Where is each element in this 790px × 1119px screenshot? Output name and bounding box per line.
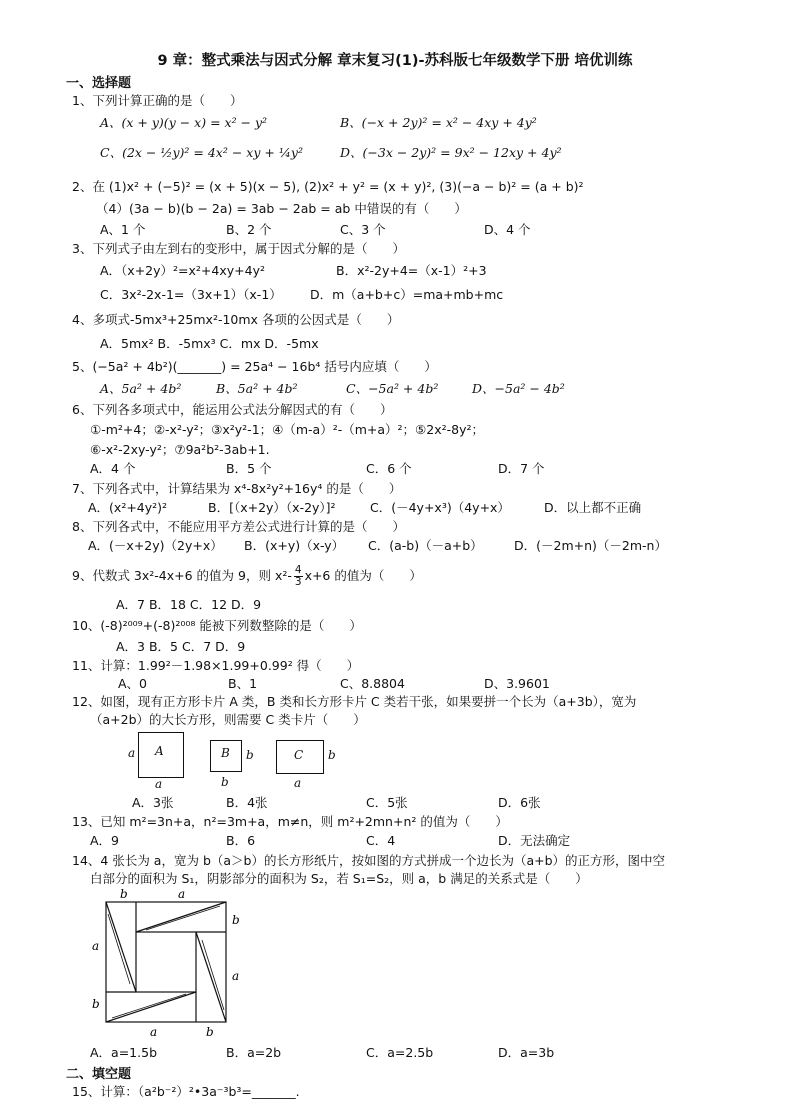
q11-option-a: A、0 <box>118 676 148 691</box>
q2-option-d: D、4 个 <box>484 222 531 237</box>
q14-right-label-b: b <box>232 913 240 927</box>
q1-option-d: D、(−3x − 2y)² = 9x² − 12xy + 4y² <box>340 145 562 160</box>
q8-option-b: B．(x+y)（x-y） <box>244 538 345 553</box>
q12-option-a: A．3张 <box>132 795 174 810</box>
q8-option-c: C．(a-b)（－a+b） <box>368 538 483 553</box>
q7-stem: 7、下列各式中，计算结果为 x⁴-8x²y²+16y⁴ 的是（ ） <box>72 481 402 496</box>
diagonal-left <box>106 902 136 992</box>
q14-option-c: C．a=2.5b <box>366 1045 434 1060</box>
q8-option-d: D．(－2m+n)（－2m-n） <box>514 538 667 553</box>
q14-option-b: B．a=2b <box>226 1045 282 1060</box>
q6-option-a: A．4 个 <box>90 461 136 476</box>
q13-option-a: A．9 <box>90 833 120 848</box>
hatch-left-1 <box>108 914 130 984</box>
q6-option-b: B．5 个 <box>226 461 272 476</box>
q11-option-c: C、8.8804 <box>340 676 405 691</box>
q1-option-b: B、(−x + 2y)² = x² − 4xy + 4y² <box>340 115 537 130</box>
q7-option-c: C．(－4y+x³)（4y+x） <box>370 500 510 515</box>
q14-top-label-a: a <box>178 887 186 901</box>
q5-option-d: D、−5a² − 4b² <box>472 381 565 396</box>
q5-stem: 5、(−5a² + 4b²)(_______) = 25a⁴ − 16b⁴ 括号内应填（ ） <box>72 359 437 374</box>
q6-option-c: C．6 个 <box>366 461 412 476</box>
q14-bottom-label-b: b <box>206 1025 214 1039</box>
outer-square <box>106 902 226 1022</box>
q7-option-b: B．[（x+2y）（x-2y）]² <box>208 500 336 515</box>
q14-left-label-b: b <box>92 997 100 1011</box>
q9-stem-part-1: 9、代数式 3x²-4x+6 的值为 9，则 x²- <box>72 568 292 583</box>
card-c-label: C <box>294 748 304 762</box>
q6-option-d: D．7 个 <box>498 461 545 476</box>
q14-stem: 14、4 张长为 a，宽为 b（a＞b）的长方形纸片，按如图的方式拼成一个边长为（a+b）的正方形，图中空 <box>72 853 666 868</box>
q12-stem-2: （a+2b）的大长方形，则需要 C 类卡片（ ） <box>90 712 366 727</box>
page-title: 9 章：整式乘法与因式分解 章末复习(1)-苏科版七年级数学下册 培优训练 <box>157 53 633 69</box>
q9-stem <box>72 565 422 588</box>
q10-options: A．3 B．5 C．7 D．9 <box>116 639 246 654</box>
q2-stem-2: （4）(3a − b)(b − 2a) = 3ab − 2ab = ab 中错误的有（ ） <box>96 201 467 216</box>
card-a-bottom-label: a <box>155 777 163 791</box>
q14-right-label-a: a <box>232 969 240 983</box>
q2-option-c: C、3 个 <box>340 222 386 237</box>
q12-option-c: C．5张 <box>366 795 408 810</box>
diagonal-right <box>196 932 226 1022</box>
q14-left-label-a: a <box>92 939 100 953</box>
q4-options: A．5mx² B．-5mx³ C．mx D．-5mx <box>100 336 319 351</box>
q2-stem: 2、在 (1)x² + (−5)² = (x + 5)(x − 5), (2)x² + y² = (x + y)², (3)(−a − b)² = (a + b)² <box>72 179 584 194</box>
q5-option-a: A、5a² + 4b² <box>100 381 182 396</box>
section-fill: 二、填空题 <box>66 1067 132 1082</box>
hatch-right-1 <box>202 940 224 1010</box>
q9-stem-part-2: x+6 的值为（ ） <box>304 568 422 583</box>
q3-option-a: A．（x+2y）²=x²+4xy+4y² <box>100 263 265 278</box>
q11-option-d: D、3.9601 <box>484 676 550 691</box>
q13-option-b: B．6 <box>226 833 256 848</box>
q5-option-c: C、−5a² + 4b² <box>346 381 439 396</box>
q5-option-b: B、5a² + 4b² <box>216 381 298 396</box>
q11-option-b: B、1 <box>228 676 258 691</box>
q12-option-b: B．4张 <box>226 795 268 810</box>
q6-list-line-1: ①-m²+4；②-x²-y²；③x²y²-1；④（m-a）²-（m+a）²；⑤2x²-8y²； <box>90 422 484 437</box>
card-b-label: B <box>221 746 230 760</box>
q3-option-c: C．3x²-2x-1=（3x+1）（x-1） <box>100 287 282 302</box>
q1-stem: 1、下列计算正确的是（ ） <box>72 93 243 108</box>
q2-option-b: B、2 个 <box>226 222 272 237</box>
diagonal-top <box>136 902 226 932</box>
q1-option-a: A、(x + y)(y − x) = x² − y² <box>100 115 268 130</box>
hatch-top-1 <box>146 906 220 930</box>
card-a-side-label: a <box>128 746 136 760</box>
q8-stem: 8、下列各式中，不能应用平方差公式进行计算的是（ ） <box>72 519 405 534</box>
q9-fraction <box>294 565 303 588</box>
q14-option-a: A．a=1.5b <box>90 1045 157 1060</box>
q14-square-figure <box>86 884 256 1040</box>
q12-stem: 12、如图，现有正方形卡片 A 类，B 类和长方形卡片 C 类若干张，如果要拼一个长为（a+3b），宽为 <box>72 694 637 709</box>
inner-square <box>136 932 196 992</box>
q14-bottom-label-a: a <box>150 1025 158 1039</box>
q8-option-a: A．(－x+2y)（2y+x） <box>88 538 223 553</box>
q7-option-d: D．以上都不正确 <box>544 500 642 515</box>
q14-stem-2: 白部分的面积为 S₁，阴影部分的面积为 S₂，若 S₁=S₂，则 a，b 满足的关系式是（ ） <box>90 871 588 886</box>
q6-list-line-2: ⑥-x²-2xy-y²；⑦9a²b²-3ab+1. <box>90 442 270 457</box>
q3-option-d: D．m（a+b+c）=ma+mb+mc <box>310 287 504 302</box>
q12-option-d: D．6张 <box>498 795 541 810</box>
q3-stem: 3、下列式子由左到右的变形中，属于因式分解的是（ ） <box>72 241 405 256</box>
q12-card-figure <box>124 728 344 792</box>
card-b-bottom-label: b <box>221 775 229 789</box>
q13-stem: 13、已知 m²=3n+a，n²=3m+a，m≠n，则 m²+2mn+n² 的值为（ ） <box>72 814 508 829</box>
diagonal-bottom <box>106 992 196 1022</box>
section-choice: 一、选择题 <box>66 76 132 91</box>
q9-fraction-denominator: 3 <box>294 576 302 588</box>
card-c-bottom-label: a <box>294 776 302 790</box>
q13-option-c: C．4 <box>366 833 396 848</box>
q9-fraction-numerator: 4 <box>294 564 302 576</box>
q14-option-d: D．a=3b <box>498 1045 555 1060</box>
q11-stem: 11、计算：1.99²－1.98×1.99+0.99² 得（ ） <box>72 658 360 673</box>
q10-stem: 10、(-8)²⁰⁰⁹+(-8)²⁰⁰⁸ 能被下列数整除的是（ ） <box>72 618 362 633</box>
card-b-side-label: b <box>246 748 254 762</box>
card-a-label: A <box>155 744 164 758</box>
q1-option-c: C、(2x − ½y)² = 4x² − xy + ¼y² <box>100 145 304 160</box>
q15-stem: 15、计算：（a²b⁻²）²•3a⁻³b³=_______. <box>72 1084 300 1099</box>
hatch-bottom-1 <box>112 994 186 1018</box>
q9-options: A．7 B．18 C．12 D．9 <box>116 597 262 612</box>
q2-option-a: A、1 个 <box>100 222 146 237</box>
q6-stem: 6、下列各多项式中，能运用公式法分解因式的有（ ） <box>72 402 393 417</box>
q4-stem: 4、多项式-5mx³+25mx²-10mx 各项的公因式是（ ） <box>72 312 400 327</box>
q14-top-label-b: b <box>120 887 128 901</box>
q3-option-b: B．x²-2y+4=（x-1）²+3 <box>336 263 487 278</box>
q7-option-a: A．(x²+4y²)² <box>88 500 168 515</box>
q13-option-d: D．无法确定 <box>498 833 571 848</box>
card-c-side-label: b <box>328 748 336 762</box>
